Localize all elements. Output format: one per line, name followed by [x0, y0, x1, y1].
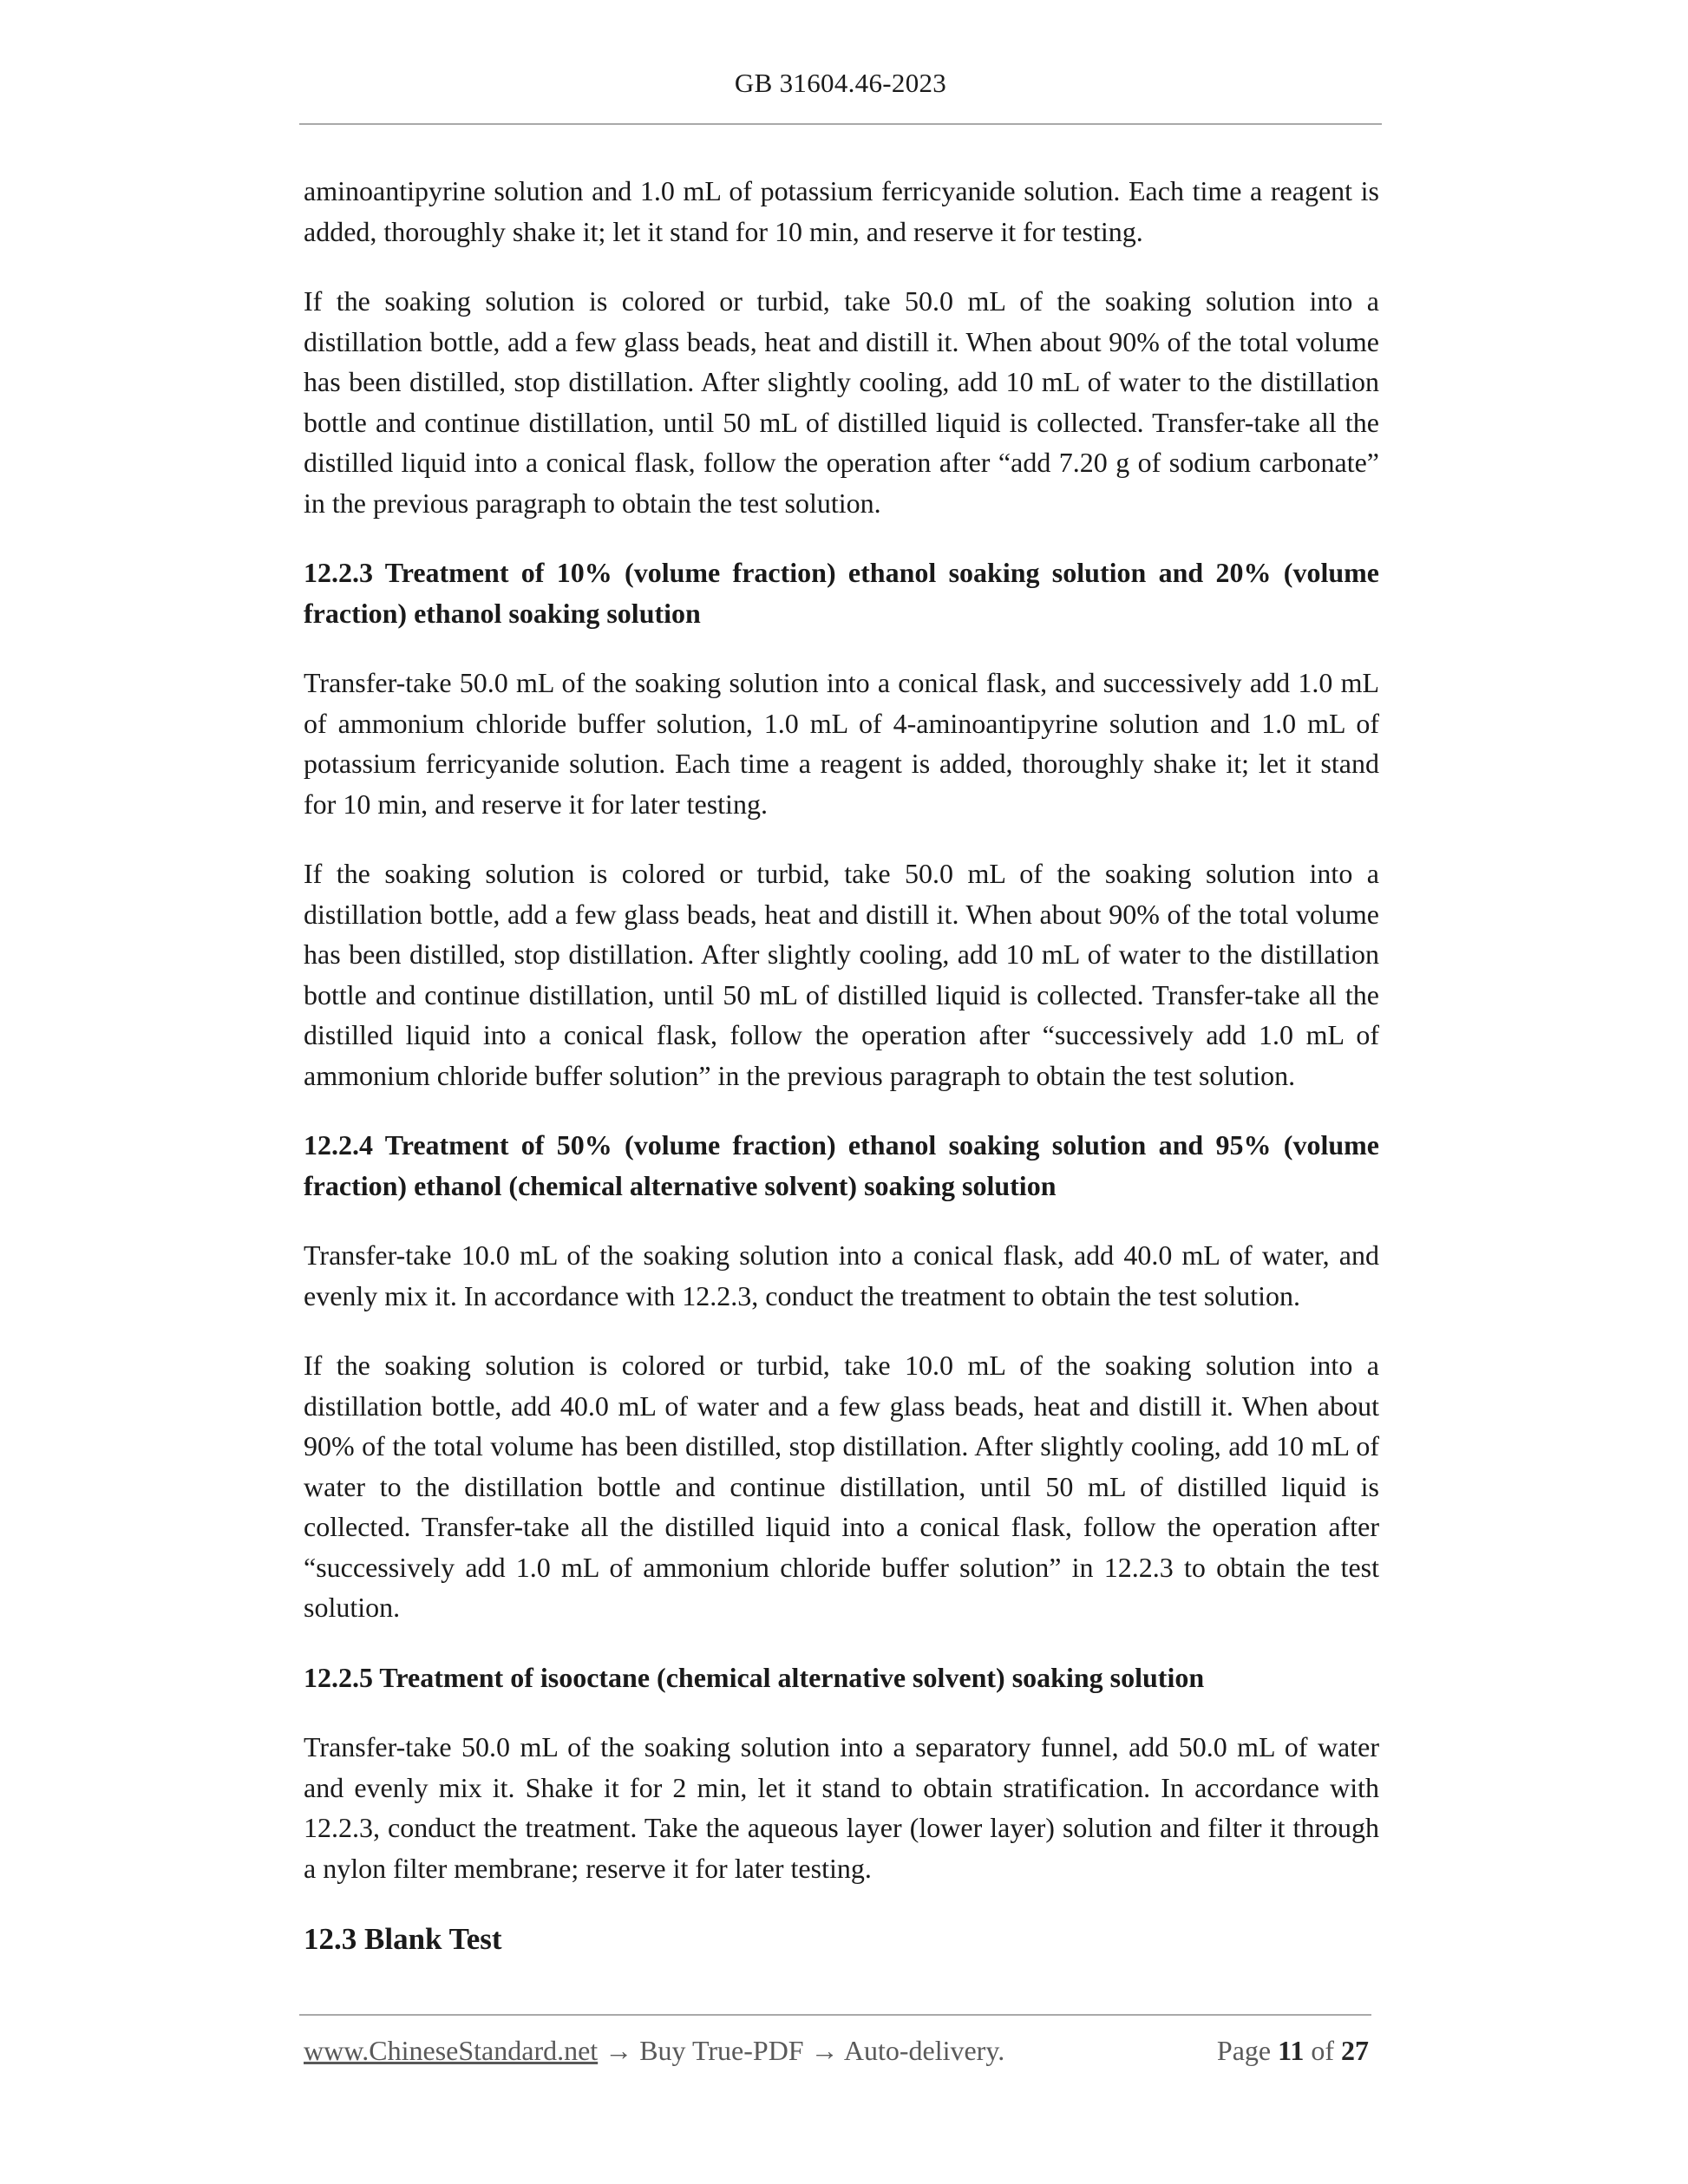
paragraph-continuation: aminoantipyrine solution and 1.0 mL of potassium ferricyanide solution. Each time a reagent is added, thoroughly shake it; let it stand for 10 min, and reserve it for testing. — [304, 175, 1379, 247]
paragraph-distillation-dilution: If the soaking solution is colored or turbid, take 10.0 mL of the soaking solution into a distillation bottle, add 40.0 mL of water and a few glass beads, heat and distill it. When about 90% of the total volume has been distilled, stop distillation. After slightly cooling, add 10 mL of water to the distillation bottle and continue distillation, until 50 mL of distilled liquid is collected. Transfer-take all the distilled liquid into a conical flask, follow the operation after “successively add 1.0 mL of ammonium chloride buffer solution” in 12.2.3 to obtain the test solution. — [304, 1350, 1379, 1623]
page-footer — [304, 2035, 1369, 2073]
section-heading-12-2-3: 12.2.3 Treatment of 10% (volume fraction) ethanol soaking solution and 20% (volume fraction) ethanol soaking solution — [304, 557, 1379, 629]
current-page-number: 11 — [1278, 2035, 1305, 2066]
paragraph-dilution-treatment: Transfer-take 10.0 mL of the soaking solution into a conical flask, add 40.0 mL of water, and evenly mix it. In accordance with 12.2.3, conduct the treatment to obtain the test solution. — [304, 1239, 1379, 1311]
page-content — [304, 171, 1379, 1961]
section-heading-12-3: 12.3 Blank Test — [304, 1922, 502, 1956]
of-label: of — [1311, 2035, 1334, 2066]
page-label: Page — [1216, 2035, 1272, 2066]
footer-tagline: → Buy True-PDF → Auto-delivery. — [598, 2035, 1005, 2066]
paragraph-distillation-ammonium-buffer: If the soaking solution is colored or turbid, take 50.0 mL of the soaking solution into a distillation bottle, add a few glass beads, heat and distill it. When about 90% of the total volume has been distilled, stop distillation. After slightly cooling, add 10 mL of water to the distillation bottle and continue distillation, until 50 mL of distilled liquid is collected. Transfer-take all the distilled liquid into a conical flask, follow the operation after “successively add 1.0 mL of ammonium chloride buffer solution” in the previous paragraph to obtain the test solution. — [304, 858, 1379, 1091]
page-counter — [1217, 2035, 1369, 2067]
paragraph-ethanol-treatment: Transfer-take 50.0 mL of the soaking solution into a conical flask, and successively add 1.0 mL of ammonium chloride buffer solution, 1.0 mL of 4-aminoantipyrine solution and 1.0 mL of potassium ferricyanide solution. Each time a reagent is added, thoroughly shake it; let it stand for 10 min, and reserve it for later testing. — [304, 667, 1379, 820]
footer-promo — [304, 2035, 1004, 2067]
paragraph-distillation-sodium-carbonate: If the soaking solution is colored or turbid, take 50.0 mL of the soaking solution into a distillation bottle, add a few glass beads, heat and distill it. When about 90% of the total volume has been distilled, stop distillation. After slightly cooling, add 10 mL of water to the distillation bottle and continue distillation, until 50 mL of distilled liquid is collected. Transfer-take all the distilled liquid into a conical flask, follow the operation after “add 7.20 g of sodium carbonate” in the previous paragraph to obtain the test solution. — [304, 285, 1379, 519]
section-heading-12-2-5: 12.2.5 Treatment of isooctane (chemical alternative solvent) soaking solution — [304, 1661, 1205, 1693]
section-heading-12-2-4: 12.2.4 Treatment of 50% (volume fraction) ethanol soaking solution and 95% (volume fraction) ethanol (chemical alternative solvent) soaking solution — [304, 1129, 1379, 1201]
total-pages-number: 27 — [1341, 2035, 1369, 2066]
header-divider — [299, 123, 1382, 125]
paragraph-isooctane-treatment: Transfer-take 50.0 mL of the soaking solution into a separatory funnel, add 50.0 mL of water and evenly mix it. Shake it for 2 min, let it stand to obtain stratification. In accordance with 12.2.3, conduct the treatment. Take the aqueous layer (lower layer) solution and filter it through a nylon filter membrane; reserve it for later testing. — [304, 1731, 1379, 1884]
website-link[interactable]: www.ChineseStandard.net — [304, 2035, 599, 2066]
footer-divider — [299, 2014, 1371, 2016]
document-header-id: GB 31604.46-2023 — [734, 68, 947, 98]
